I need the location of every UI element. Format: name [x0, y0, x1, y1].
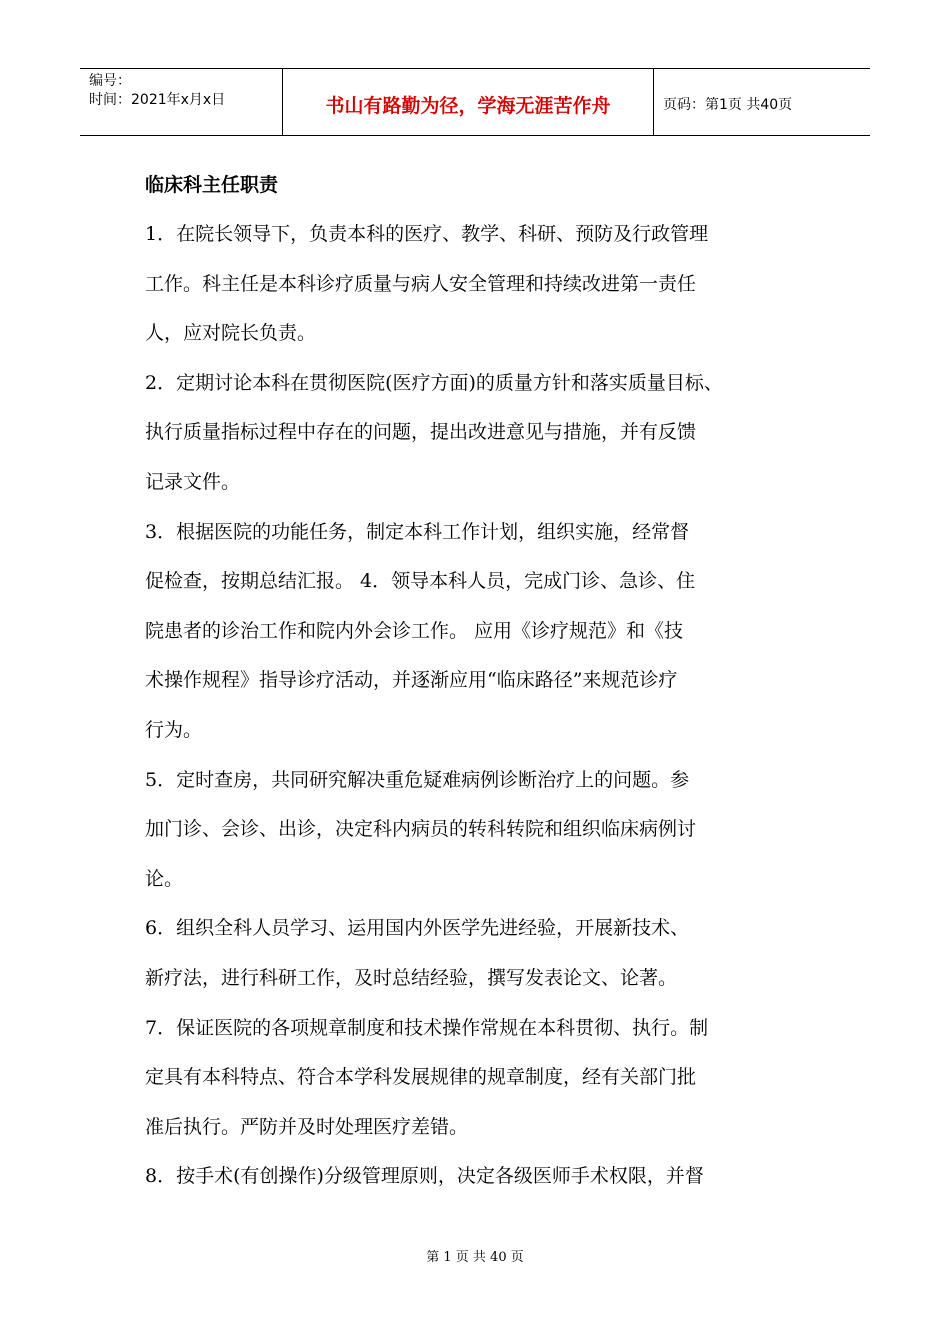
header-page-cell — [654, 69, 870, 135]
body-line: 7．保证医院的各项规章制度和技术操作常规在本科贯彻、执行。制 — [145, 1016, 709, 1039]
body-line: 记录文件。 — [145, 470, 241, 493]
body-line: 2．定期讨论本科在贯彻医院(医疗方面)的质量方针和落实质量目标、 — [145, 371, 723, 394]
body-line: 术操作规程》指导诊疗活动，并逐渐应用“临床路径”来规范诊疗 — [145, 669, 678, 692]
body-line: 院患者的诊治工作和院内外会诊工作。 应用《诊疗规范》和《技 — [145, 619, 684, 642]
document-body — [145, 160, 825, 1202]
body-line: 5．定时查房，共同研究解决重危疑难病例诊断治疗上的问题。参 — [145, 768, 690, 791]
document-header — [80, 68, 870, 136]
body-line: 3．根据医院的功能任务，制定本科工作计划，组织实施，经常督 — [145, 520, 690, 543]
body-line: 8．按手术(有创操作)分级管理原则，决定各级医师手术权限，并督 — [145, 1165, 704, 1188]
body-line: 新疗法，进行科研工作，及时总结经验，撰写发表论文、论著。 — [145, 966, 678, 989]
body-line: 人，应对院长负责。 — [145, 322, 317, 345]
header-motto-cell — [283, 69, 654, 135]
document-title: 临床科主任职责 — [145, 174, 279, 196]
body-line: 论。 — [145, 867, 184, 890]
body-line: 行为。 — [145, 718, 203, 741]
page-info: 页码：第1页 共40页 — [663, 97, 793, 113]
body-line: 准后执行。严防并及时处理医疗差错。 — [145, 1115, 469, 1138]
body-line: 促检查，按期总结汇报。 4．领导本科人员，完成门诊、急诊、住 — [145, 570, 696, 593]
body-line: 加门诊、会诊、出诊，决定科内病员的转科转院和组织临床病例讨 — [145, 818, 697, 841]
body-line: 工作。科主任是本科诊疗质量与病人安全管理和持续改进第一责任 — [145, 272, 697, 295]
body-line: 6．组织全科人员学习、运用国内外医学先进经验，开展新技术、 — [145, 917, 690, 940]
body-line: 定具有本科特点、符合本学科发展规律的规章制度，经有关部门批 — [145, 1066, 697, 1089]
time-label: 时间：2021年x月x日 — [89, 92, 226, 108]
header-meta-cell — [80, 69, 283, 135]
body-line: 1．在院长领导下，负责本科的医疗、教学、科研、预防及行政管理 — [145, 223, 709, 245]
body-line: 执行质量指标过程中存在的问题，提出改进意见与措施，并有反馈 — [145, 421, 697, 444]
motto-text: 书山有路勤为径，学海无涯苦作舟 — [325, 94, 611, 117]
number-label: 编号： — [89, 73, 131, 89]
page-footer: 第 1 页 共 40 页 — [426, 1250, 524, 1265]
